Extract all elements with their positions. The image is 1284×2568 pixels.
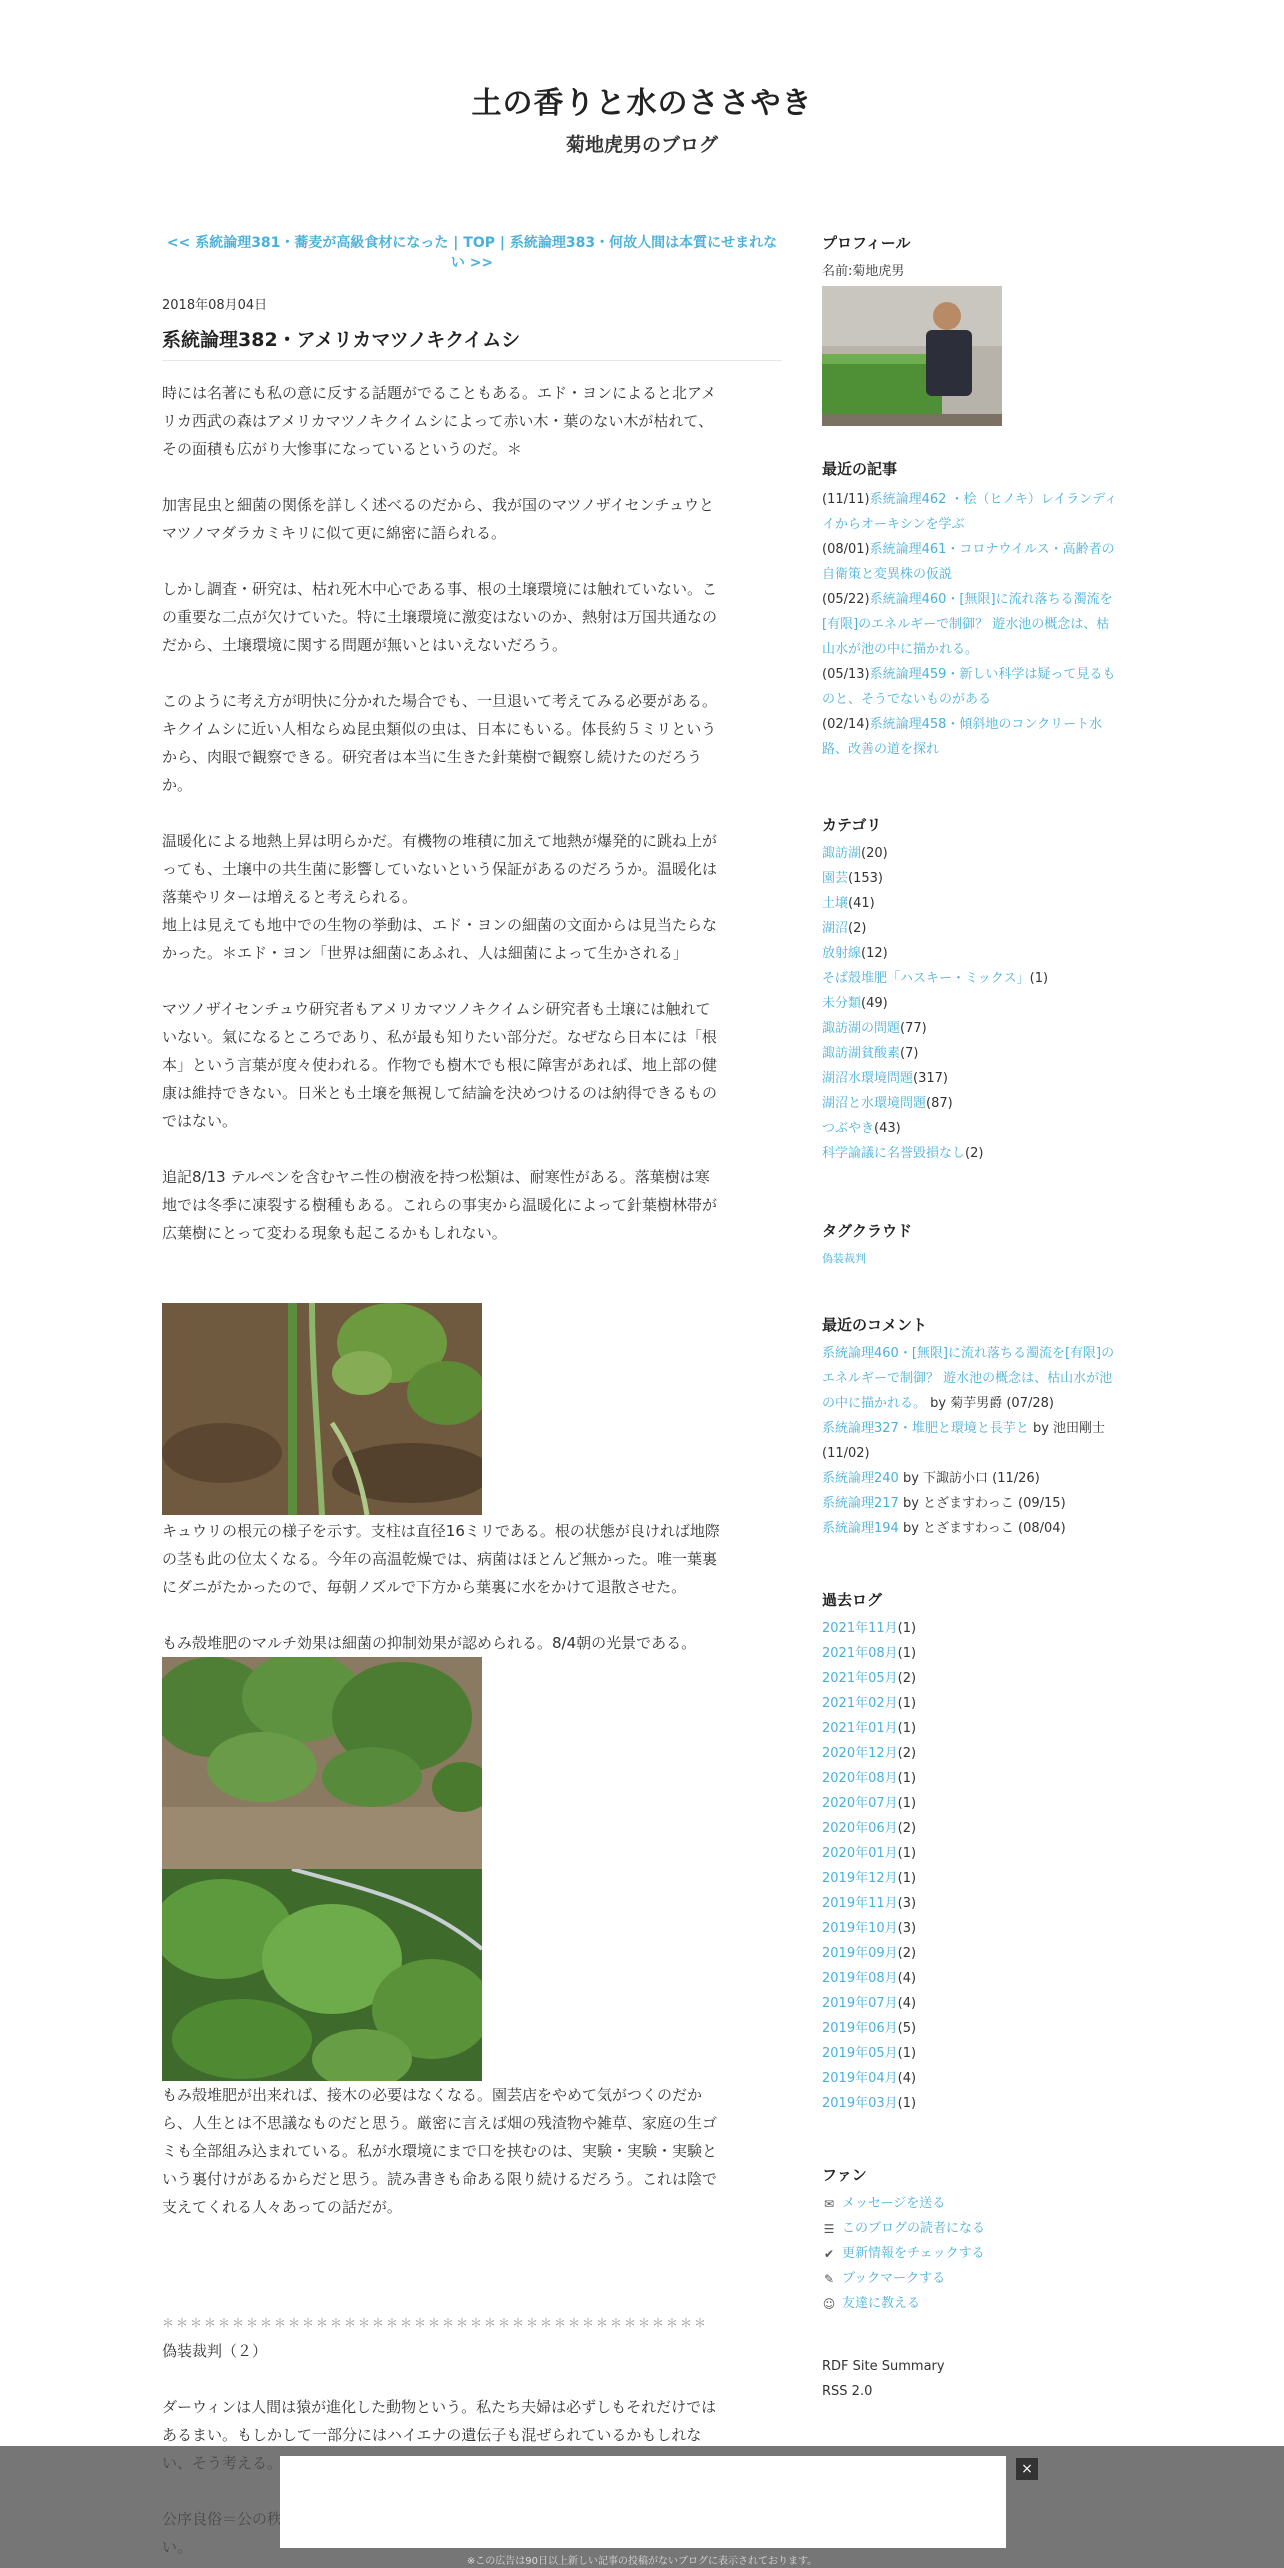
category-link[interactable]: 湖沼	[822, 921, 849, 936]
category-count: (2)	[965, 1146, 984, 1161]
archive-count: (1)	[897, 1771, 917, 1786]
recent-post-date: (08/01)	[822, 542, 870, 557]
ad-close-button[interactable]: ×	[1016, 2458, 1038, 2480]
post-paragraph: マツノザイセンチュウ研究者もアメリカマツノキクイムシ研究者も土壌には触れていない。氣になるところであり、私が最も知りたい部分だ。なぜなら日本には「根本」という言葉が度々使われる。作物でも樹木でも根に障害があれば、地上部の健康は維持できない。日米とも土壌を無視して結論を決めつけるのは納得できるものではない。	[162, 1000, 718, 1130]
archive-item	[822, 1991, 1122, 2016]
archive-item	[822, 1666, 1122, 1691]
archive-item	[822, 1741, 1122, 1766]
prev-post-link[interactable]: << 系統論理381・蕎麦が高級食材になった	[166, 235, 449, 251]
archive-count: (1)	[897, 1621, 917, 1636]
category-item	[822, 891, 1122, 916]
bookmark-link[interactable]: ブックマークする	[842, 2271, 946, 2286]
category-count: (2)	[848, 921, 867, 936]
post-paragraph: 地上は見えても地中での生物の挙動は、エド・ヨンの細菌の文面からは見当たらなかった。＊エド・ヨン「世界は細菌にあふれ、人は細菌によって生かされる」	[162, 916, 718, 962]
comment-author: by とざますわっこ (09/15)	[898, 1496, 1066, 1511]
archive-link[interactable]: 2019年07月	[822, 1996, 898, 2011]
recent-posts-section	[822, 458, 1122, 762]
category-link[interactable]: 園芸	[822, 871, 849, 886]
category-count: (153)	[848, 871, 883, 886]
profile-photo[interactable]	[822, 286, 1002, 426]
archive-item	[822, 2091, 1122, 2116]
rss-link[interactable]: RSS 2.0	[822, 2384, 873, 2399]
archive-count: (4)	[897, 1971, 917, 1986]
recent-post-item	[822, 712, 1122, 762]
archive-item	[822, 1691, 1122, 1716]
archive-count: (1)	[897, 2096, 917, 2111]
category-link[interactable]: つぶやき	[822, 1121, 875, 1136]
fan-item	[822, 2191, 1122, 2216]
archive-count: (1)	[897, 1721, 917, 1736]
tell-friend-link[interactable]: 友達に教える	[842, 2296, 921, 2311]
rdf-link[interactable]: RDF Site Summary	[822, 2359, 945, 2374]
comment-author: by 下諏訪小口 (11/26)	[898, 1471, 1040, 1486]
archive-item	[822, 1841, 1122, 1866]
cucumber-field-photo[interactable]	[162, 1869, 482, 2081]
archive-count: (1)	[897, 2046, 917, 2061]
recent-post-link[interactable]: 系統論理458・傾斜地のコンクリート水路、改善の道を探れ	[822, 717, 1103, 757]
archive-count: (5)	[897, 2021, 917, 2036]
category-item	[822, 916, 1122, 941]
archive-item	[822, 1966, 1122, 1991]
archive-item	[822, 2016, 1122, 2041]
post-paragraph: 加害昆虫と細菌の関係を詳しく述べるのだから、我が国のマツノザイセンチュウとマツノマダラカミキリに似て更に綿密に語られる。	[162, 496, 715, 542]
comment-author: by 池田剛士 (11/02)	[822, 1421, 1106, 1461]
archive-link[interactable]: 2019年09月	[822, 1946, 898, 1961]
recent-post-link[interactable]: 系統論理459・新しい科学は疑って見るものと、そうでないものがある	[822, 667, 1116, 707]
archive-item	[822, 1816, 1122, 1841]
archive-link[interactable]: 2020年08月	[822, 1771, 898, 1786]
category-count: (12)	[861, 946, 888, 961]
photo-caption: もみ殻堆肥のマルチ効果は細菌の抑制効果が認められる。8/4朝の光景である。	[162, 1634, 697, 1652]
mulch-image	[162, 1657, 482, 1869]
category-count: (87)	[926, 1096, 953, 1111]
category-item	[822, 941, 1122, 966]
cucumber-root-image	[162, 1303, 482, 1515]
recent-post-item	[822, 662, 1122, 712]
comment-author: by とざますわっこ (08/04)	[898, 1521, 1066, 1536]
profile-image	[822, 286, 1002, 426]
category-link[interactable]: 湖沼水環境問題	[822, 1071, 914, 1086]
reader-icon: ☰	[823, 2221, 835, 2236]
bookmark-icon: ✎	[823, 2271, 835, 2286]
archive-link[interactable]: 2019年03月	[822, 2096, 898, 2111]
serial-title: 偽装裁判（２）	[162, 2342, 268, 2360]
ad-box[interactable]	[280, 2456, 1006, 2548]
mulch-photo[interactable]	[162, 1657, 482, 1869]
tagcloud-section	[822, 1220, 1122, 1266]
recent-post-link[interactable]: 系統論理460・[無限]に流れ落ちる濁流を[有限]のエネルギーで制御？ 遊水池の概念は、枯山水が池の中に描かれる。	[822, 592, 1113, 657]
archive-item	[822, 1766, 1122, 1791]
check-icon: ✔	[823, 2246, 835, 2261]
recent-post-date: (11/11)	[822, 492, 870, 507]
category-count: (49)	[861, 996, 888, 1011]
photo-caption: キュウリの根元の様子を示す。支柱は直径16ミリである。根の状態が良ければ地際の茎も此の位太くなる。今年の高温乾燥では、病菌はほとんど無かった。唯一葉裏にダニがたかったので、毎朝ノズルで下方から葉裏に水をかけて退散させた。	[162, 1522, 720, 1596]
archive-count: (4)	[897, 2071, 917, 2086]
post-paragraph: 時には名著にも私の意に反する話題がでることもある。エド・ヨンによると北アメリカ西武の森はアメリカマツノキクイムシによって赤い木・葉のない木が枯れて、その面積も広がり大惨事になっているというのだ。＊	[162, 384, 717, 458]
archive-item	[822, 2066, 1122, 2091]
archive-link[interactable]: 2019年11月	[822, 1896, 898, 1911]
comment-post-link[interactable]: 系統論理194	[822, 1521, 899, 1536]
fan-list	[822, 2191, 1122, 2316]
archive-link[interactable]: 2020年07月	[822, 1796, 898, 1811]
recent-posts-list	[822, 487, 1122, 762]
main-column	[162, 232, 782, 2561]
ad-overlay	[0, 2446, 1284, 2568]
profile-section	[822, 232, 1122, 426]
tagcloud-heading: タグクラウド	[822, 1222, 913, 1240]
archive-item	[822, 1916, 1122, 1941]
fan-item	[822, 2291, 1122, 2316]
archive-link[interactable]: 2021年11月	[822, 1621, 898, 1636]
post-paragraph: 追記8/13 テルペンを含むヤニ性の樹液を持つ松類は、耐寒性がある。落葉樹は寒地では冬季に凍裂する樹種もある。これらの事実から温暖化によって針葉樹林帯が広葉樹にとって変わる現象も起こるかもしれない。	[162, 1168, 718, 1242]
recent-post-date: (02/14)	[822, 717, 870, 732]
archive-link[interactable]: 2021年05月	[822, 1671, 898, 1686]
category-item	[822, 1016, 1122, 1041]
category-item	[822, 841, 1122, 866]
archive-link[interactable]: 2021年01月	[822, 1721, 898, 1736]
comment-post-link[interactable]: 系統論理217	[822, 1496, 899, 1511]
archive-count: (2)	[897, 1946, 917, 1961]
category-item	[822, 1066, 1122, 1091]
archive-link[interactable]: 2021年08月	[822, 1646, 898, 1661]
recent-post-date: (05/13)	[822, 667, 870, 682]
cucumber-field-image	[162, 1869, 482, 2081]
archive-link[interactable]: 2019年12月	[822, 1871, 898, 1886]
category-link[interactable]: 諏訪湖の問題	[822, 1021, 901, 1036]
archive-count: (2)	[897, 1821, 917, 1836]
comment-post-link[interactable]: 系統論理240	[822, 1471, 899, 1486]
archive-count: (1)	[897, 1871, 917, 1886]
archive-section	[822, 1589, 1122, 2116]
recent-post-link[interactable]: 系統論理461・コロナウイルス・高齢者の自衛策と変異株の仮説	[822, 542, 1115, 582]
post-divider: ＊＊＊＊＊＊＊＊＊＊＊＊＊＊＊＊＊＊＊＊＊＊＊＊＊＊＊＊＊＊＊＊＊＊＊＊＊＊＊	[162, 2316, 709, 2330]
ad-note: ※この広告は90日以上新しい記事の投稿がないブログに表示されております。	[466, 2556, 818, 2567]
post-paragraph: このように考え方が明快に分かれた場合でも、一旦退いて考えてみる必要がある。キクイムシに近い人相ならぬ昆虫類似の虫は、日本にもいる。体長約５ミリというから、肉眼で観察できる。研究者は本当に生きた針葉樹で観察し続けたのだろうか。	[162, 692, 718, 794]
comment-item	[822, 1341, 1122, 1416]
recent-posts-heading: 最近の記事	[822, 460, 898, 478]
category-count: (1)	[1029, 971, 1049, 986]
profile-name: 名前:菊地虎男	[822, 264, 905, 279]
recent-post-link[interactable]: 系統論理462 ・桧（ヒノキ）レイランディイからオーキシンを学ぶ	[822, 492, 1118, 532]
comment-item	[822, 1516, 1122, 1541]
category-item	[822, 866, 1122, 891]
sidebar	[822, 232, 1122, 2442]
fan-item	[822, 2241, 1122, 2266]
archive-item	[822, 1791, 1122, 1816]
category-count: (77)	[900, 1021, 927, 1036]
categories-list	[822, 841, 1122, 1166]
cucumber-root-photo[interactable]	[162, 1303, 482, 1515]
serial-paragraph: ダーウィンは人間は猿が進化した動物という。私たち夫婦は必ずしもそれだけではあるまい。もしかして一部分にはハイエナの遺伝子も混ぜられているかもしれな	[162, 2398, 717, 2444]
post-paragraph: 温暖化による地熱上昇は明らかだ。有機物の堆積に加えて地熱が爆発的に跳ね上がっても、土壌中の共生菌に影響していないという保証があるのだろうか。温暖化は落葉やリターは増えると考えられる。	[162, 832, 718, 906]
comment-post-link[interactable]: 系統論理327・堆肥と環境と長芋と	[822, 1421, 1029, 1436]
archive-item	[822, 1866, 1122, 1891]
comment-item	[822, 1466, 1122, 1491]
share-icon: ☺	[822, 2296, 836, 2311]
category-count: (7)	[900, 1046, 919, 1061]
post-body	[162, 379, 722, 1247]
archive-item	[822, 1941, 1122, 1966]
tag-link[interactable]: 偽装裁判	[822, 1252, 866, 1265]
archive-link[interactable]: 2020年06月	[822, 1821, 898, 1836]
send-message-link[interactable]: メッセージを送る	[842, 2196, 946, 2211]
become-reader-link[interactable]: このブログの読者になる	[842, 2221, 986, 2236]
category-item	[822, 1141, 1122, 1166]
archive-count: (2)	[897, 1746, 917, 1761]
fan-section	[822, 2164, 1122, 2316]
archive-link[interactable]: 2019年05月	[822, 2046, 898, 2061]
category-item	[822, 966, 1122, 991]
comment-author: by 菊芋男爵 (07/28)	[926, 1396, 1054, 1411]
category-link[interactable]: 科学論議に名誉毀損なし	[822, 1146, 966, 1161]
archive-item	[822, 1616, 1122, 1641]
category-link[interactable]: 諏訪湖	[822, 846, 862, 861]
archive-link[interactable]: 2019年04月	[822, 2071, 898, 2086]
category-count: (20)	[861, 846, 888, 861]
recent-post-item	[822, 487, 1122, 537]
category-item	[822, 1091, 1122, 1116]
next-post-link[interactable]: 系統論理383・何故人間は本質にせまれない >>	[450, 235, 778, 271]
archive-list	[822, 1616, 1122, 2116]
archive-count: (3)	[897, 1921, 917, 1936]
archive-link[interactable]: 2021年02月	[822, 1696, 898, 1711]
archive-heading: 過去ログ	[822, 1591, 883, 1609]
post-title: 系統論理382・アメリカマツノキクイムシ	[162, 325, 782, 361]
recent-comments-list	[822, 1341, 1122, 1541]
comment-item	[822, 1491, 1122, 1516]
category-link[interactable]: 未分類	[822, 996, 862, 1011]
profile-heading: プロフィール	[822, 234, 911, 252]
archive-link[interactable]: 2020年12月	[822, 1746, 898, 1761]
archive-link[interactable]: 2019年10月	[822, 1921, 898, 1936]
categories-heading: カテゴリ	[822, 816, 882, 834]
post-paragraph: しかし調査・研究は、枯れ死木中心である事、根の土壌環境には触れていない。この重要な二点が欠けていた。特に土壌環境に激変はないのか、熱射は万国共通なのだから、土壌環境に関する問題が無いとはいえないだろう。	[162, 580, 718, 654]
category-link[interactable]: 放射線	[822, 946, 862, 961]
archive-link[interactable]: 2019年08月	[822, 1971, 898, 1986]
mail-icon: ✉	[823, 2196, 835, 2211]
category-item	[822, 1041, 1122, 1066]
recent-post-date: (05/22)	[822, 592, 870, 607]
site-title[interactable]: 土の香りと水のささやき	[471, 86, 813, 121]
archive-count: (1)	[897, 1796, 917, 1811]
archive-count: (4)	[897, 1996, 917, 2011]
category-link[interactable]: 湖沼と水環境問題	[822, 1096, 927, 1111]
archive-count: (1)	[897, 1696, 917, 1711]
category-count: (41)	[848, 896, 875, 911]
archive-item	[822, 2041, 1122, 2066]
category-item	[822, 1116, 1122, 1141]
fan-heading: ファン	[822, 2166, 867, 2184]
archive-link[interactable]: 2019年06月	[822, 2021, 898, 2036]
photo-caption: もみ殻堆肥が出来れば、接木の必要はなくなる。園芸店をやめて気がつくのだから、人生とは不思議なものだと思う。厳密に言えば畑の残渣物や雑草、家庭の生ゴミも全部組み込まれている。私が水環境にまで口を挟むのは、実験・実験・実験という裏付けがあるからだと思う。読み書きも命ある限り続けるだろう。これは陰で支えてくれる人々あっての話だが。	[162, 2086, 718, 2216]
nav-separator: |	[453, 235, 464, 251]
archive-item	[822, 1891, 1122, 1916]
top-link[interactable]: TOP	[463, 235, 496, 251]
check-updates-link[interactable]: 更新情報をチェックする	[842, 2246, 985, 2261]
category-item	[822, 991, 1122, 1016]
recent-post-item	[822, 587, 1122, 662]
archive-count: (1)	[897, 1846, 917, 1861]
category-count: (43)	[874, 1121, 901, 1136]
archive-count: (3)	[897, 1896, 917, 1911]
nav-separator: |	[499, 235, 510, 251]
archive-item	[822, 1716, 1122, 1741]
categories-section	[822, 814, 1122, 1166]
comment-item	[822, 1416, 1122, 1466]
fan-item	[822, 2266, 1122, 2291]
feeds-section	[822, 2354, 1122, 2404]
site-header	[0, 78, 1284, 157]
recent-comments-section	[822, 1314, 1122, 1541]
archive-count: (2)	[897, 1671, 917, 1686]
category-link[interactable]: 諏訪湖貧酸素	[822, 1046, 901, 1061]
recent-comments-heading: 最近のコメント	[822, 1316, 928, 1334]
comment-post-link[interactable]: 系統論理460・[無限]に流れ落ちる濁流を[有限]のエネルギーで制御？ 遊水池の概念は、枯山水が池の中に描かれる。	[822, 1346, 1115, 1411]
category-link[interactable]: 土壌	[822, 896, 849, 911]
post-navigation	[162, 232, 782, 272]
archive-count: (1)	[897, 1646, 917, 1661]
site-subtitle: 菊地虎男のブログ	[565, 134, 718, 156]
category-link[interactable]: そば殻堆肥「ハスキー・ミックス」	[822, 971, 1030, 986]
archive-item	[822, 1641, 1122, 1666]
post-date: 2018年08月04日	[162, 298, 268, 313]
archive-link[interactable]: 2020年01月	[822, 1846, 898, 1861]
fan-item	[822, 2216, 1122, 2241]
recent-post-item	[822, 537, 1122, 587]
category-count: (317)	[913, 1071, 948, 1086]
